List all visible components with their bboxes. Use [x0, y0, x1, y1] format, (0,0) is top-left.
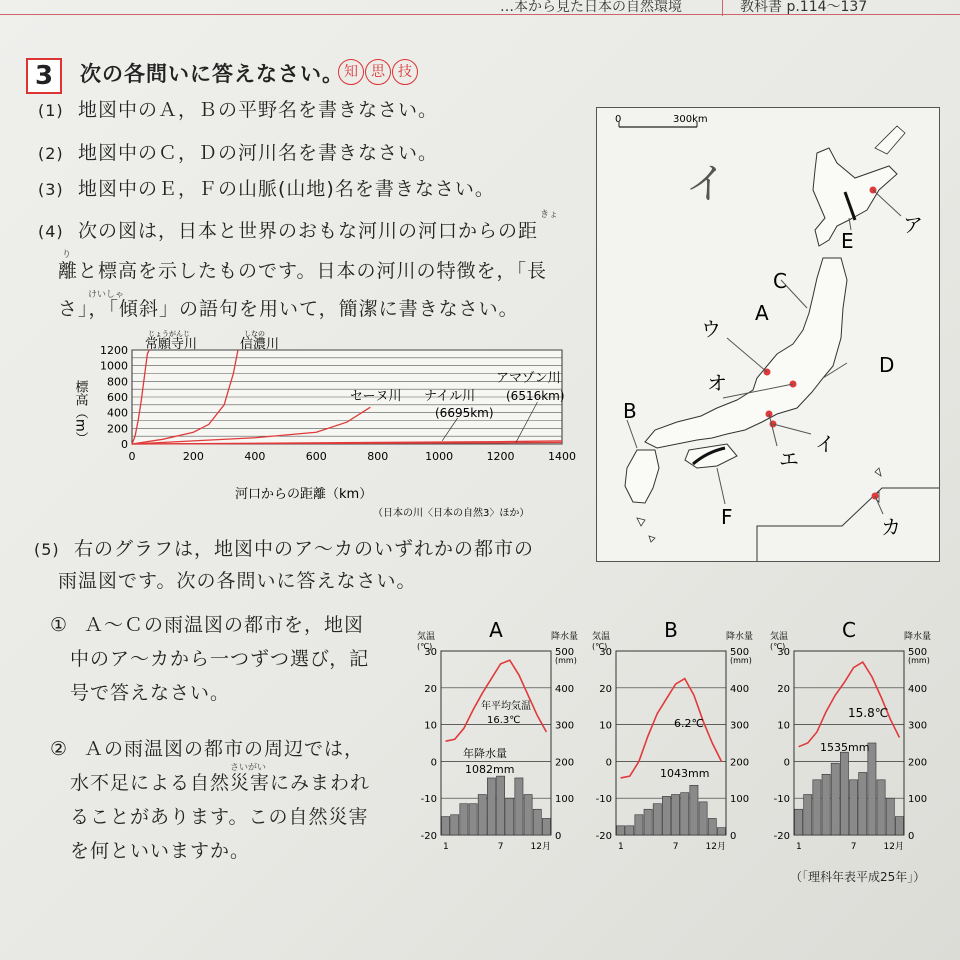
- circled-number: ②: [50, 738, 69, 760]
- temp-tick: 30: [777, 647, 790, 658]
- sub-question-1: [50, 608, 369, 710]
- river-note-amazon: (6516km): [506, 389, 565, 403]
- temp-axis-label: 気温: [770, 632, 789, 642]
- river-ytick: 200: [107, 422, 128, 436]
- temp-tick: 30: [599, 647, 612, 658]
- item-3: [38, 178, 495, 201]
- map-label-u: ウ: [701, 317, 721, 341]
- precip-bar: [877, 780, 885, 835]
- map-label-C: C: [773, 269, 787, 293]
- precip-axis-label: 降水量: [904, 632, 932, 642]
- badge-knowledge: 知: [338, 59, 364, 85]
- river-ruby-jouganji: じょうがんじ: [148, 330, 190, 338]
- item-number: (2): [38, 144, 64, 163]
- sub-2-line: Ａの雨温図の都市の周辺では，: [84, 738, 365, 760]
- month-label: 12月: [705, 842, 726, 852]
- river-xtick: 600: [305, 450, 327, 463]
- badge-thinking: 思: [365, 59, 391, 85]
- honshu-island: [645, 258, 847, 448]
- hokkaido-island: [813, 148, 897, 246]
- precip-bar: [644, 809, 652, 835]
- map-label-B: B: [623, 399, 637, 423]
- temp-tick: 0: [430, 757, 437, 769]
- temp-tick: -10: [595, 794, 612, 806]
- temp-axis-label: 気温: [417, 632, 436, 642]
- header-unit-title: …本から見た日本の自然環境: [500, 0, 682, 15]
- southern-islands: [637, 518, 655, 542]
- precip-tick: 200: [555, 757, 575, 769]
- temperature-line: [799, 662, 900, 747]
- temp-tick: 10: [599, 720, 612, 732]
- river-xtick: 1000: [425, 450, 454, 463]
- map-label-A: A: [755, 301, 769, 325]
- annual-precip-value: 1043mm: [660, 767, 710, 780]
- leader-line-a: [873, 190, 901, 216]
- river-ruby-shinano: しなの: [244, 330, 265, 338]
- map-label-D: D: [879, 353, 895, 377]
- precip-bar: [617, 826, 625, 835]
- map-label-a: ア: [903, 213, 923, 237]
- month-label: 1: [443, 842, 449, 852]
- precip-bar: [868, 743, 876, 835]
- river-chart-grid: [132, 350, 562, 444]
- inset-frame: [757, 488, 939, 561]
- precip-tick: 500: [730, 647, 750, 658]
- annual-temp-value: 16.3℃: [487, 715, 521, 726]
- header-textbook-pages: 教科書 p.114〜137: [740, 0, 868, 15]
- climate-chart-b: [590, 615, 760, 865]
- item-5-line2: 雨温図です。次の各問いに答えなさい。: [58, 570, 417, 592]
- river-ytick: 0: [121, 438, 128, 451]
- item-text: 地図中のＣ，Ｄの河川名を書きなさい。: [78, 142, 439, 164]
- temp-tick: 10: [777, 720, 790, 732]
- precip-tick: 100: [555, 794, 575, 806]
- precip-bar: [626, 826, 634, 835]
- shikoku-island: [685, 444, 737, 468]
- item-text: 地図中のＡ，Ｂの平野名を書きなさい。: [78, 99, 439, 121]
- temp-tick: 20: [599, 683, 612, 695]
- question-number: 3: [26, 58, 62, 94]
- precip-bar: [497, 776, 505, 835]
- temp-axis-label: 気温: [592, 632, 611, 642]
- item-number: (5): [34, 540, 60, 559]
- climate-chart-a: [415, 615, 585, 865]
- temp-tick: -10: [773, 794, 790, 806]
- map-label-F: F: [721, 505, 733, 529]
- annual-precip-value: 1082mm: [465, 763, 515, 776]
- precip-bar: [515, 778, 523, 835]
- river-ytick: 400: [107, 406, 128, 420]
- temp-tick: 20: [777, 683, 790, 695]
- badge-skill: 技: [392, 59, 418, 85]
- river-ytick: 600: [107, 391, 128, 404]
- annual-temp-label: 年平均気温: [481, 701, 531, 712]
- temp-tick: -20: [773, 831, 790, 842]
- map-label-e: エ: [779, 447, 799, 471]
- item-2: [38, 142, 438, 165]
- precip-axis-label: 降水量: [551, 632, 579, 642]
- precip-bar: [478, 795, 486, 835]
- annual-precip-value: 1535mm: [820, 741, 870, 754]
- leader-line-f: [717, 468, 725, 504]
- leader-line-e: [769, 414, 777, 446]
- temperature-line: [621, 679, 722, 778]
- precip-bar: [708, 818, 716, 835]
- item-4: [38, 220, 538, 243]
- precip-bar: [813, 780, 821, 835]
- river-profile-chart: [60, 330, 580, 520]
- temp-tick: 0: [605, 757, 612, 769]
- month-label: 12月: [883, 842, 904, 852]
- month-label: 1: [618, 842, 624, 852]
- precip-bar: [542, 818, 550, 835]
- ruby-keisha: けいしゃ: [88, 290, 125, 300]
- temp-unit: (℃): [770, 642, 786, 651]
- precip-bar: [460, 804, 468, 835]
- precip-bar: [442, 817, 450, 835]
- handwritten-mark: イ: [685, 159, 728, 208]
- kyushu-island: [625, 450, 659, 503]
- precip-tick: 300: [908, 720, 928, 732]
- annual-temp-value: 15.8℃: [848, 706, 889, 720]
- annual-precip-label: 年降水量: [463, 747, 507, 760]
- river-label-jouganji: 常願寺川: [145, 337, 198, 352]
- river-xtick: 1400: [548, 450, 576, 463]
- map-label-ka: カ: [881, 515, 901, 539]
- precip-tick: 400: [908, 683, 928, 695]
- precip-bar: [672, 795, 680, 835]
- river-label-amazon: アマゾン川: [496, 371, 561, 386]
- precip-unit: (mm): [555, 656, 577, 665]
- river-label-nile: ナイル川: [424, 389, 476, 404]
- precip-unit: (mm): [730, 656, 752, 665]
- river-label-shinano: 信濃川: [240, 337, 280, 352]
- precip-bar: [850, 780, 858, 835]
- precip-axis-label: 降水量: [726, 632, 754, 642]
- temp-unit: (℃): [417, 642, 433, 651]
- climate-chart-title: B: [664, 618, 678, 642]
- precip-bar: [487, 778, 495, 835]
- climate-source: （「理科年表平成25年」）: [790, 870, 926, 884]
- japan-map: [596, 107, 940, 562]
- precip-bar: [524, 795, 532, 835]
- river-ytick: 1200: [100, 344, 128, 357]
- precip-bar: [717, 828, 725, 835]
- precip-bar: [831, 763, 839, 835]
- sub-1-line: Ａ〜Ｃの雨温図の都市を，地図: [84, 614, 365, 636]
- river-xlabel: 河口からの距離（km）: [235, 487, 373, 502]
- sub-question-2: [50, 732, 370, 868]
- precip-bar: [533, 809, 541, 835]
- ruby-ri: り: [62, 250, 72, 260]
- climate-chart-title: A: [489, 618, 503, 642]
- precip-tick: 0: [555, 831, 562, 842]
- sub-2-line: を何といいますか。: [70, 840, 251, 862]
- precip-bar: [681, 793, 689, 835]
- item-text: 地図中のＥ，Ｆの山脈(山地)名を書きなさい。: [78, 178, 495, 200]
- map-scale-km: 300km: [673, 114, 708, 125]
- river-ytick: 1000: [100, 359, 128, 373]
- leader-line-b: [627, 420, 637, 448]
- river-xtick: 800: [367, 450, 389, 463]
- river-ytick: 800: [107, 375, 128, 389]
- precip-bar: [635, 815, 643, 835]
- temp-unit: (℃): [592, 642, 608, 651]
- map-label-i: イ: [815, 432, 835, 456]
- item-5: [34, 538, 534, 561]
- precip-tick: 100: [730, 794, 750, 806]
- sub-1-line: 号で答えなさい。: [70, 682, 231, 704]
- item-number: (3): [38, 180, 64, 199]
- temp-tick: 30: [424, 647, 437, 658]
- precip-bar: [895, 817, 903, 835]
- precip-bar: [469, 804, 477, 835]
- kurile-islands: [875, 126, 905, 154]
- temp-tick: -20: [420, 831, 437, 842]
- header-divider: [722, 0, 723, 16]
- river-xtick: 400: [244, 450, 266, 463]
- leader-line-i: [773, 424, 811, 434]
- skill-badges: [338, 59, 418, 85]
- climate-plot-frame: [616, 651, 726, 835]
- month-label: 7: [497, 842, 504, 852]
- precip-bar: [451, 815, 459, 835]
- precip-bar: [795, 809, 803, 835]
- precip-tick: 500: [908, 647, 928, 658]
- river-label-seine: セーヌ川: [350, 389, 402, 404]
- ruby-kyo: きょ: [540, 210, 559, 220]
- leader-line-u: [727, 338, 767, 372]
- item-number: (1): [38, 101, 64, 120]
- item-text: 右のグラフは，地図中のア〜カのいずれかの都市の: [74, 538, 535, 560]
- precip-tick: 200: [908, 757, 928, 769]
- month-label: 1: [796, 842, 802, 852]
- precip-bar: [506, 798, 514, 835]
- month-label: 7: [850, 842, 857, 852]
- map-label-o: オ: [707, 371, 727, 395]
- precip-tick: 200: [730, 757, 750, 769]
- temp-tick: 20: [424, 683, 437, 695]
- precip-bar: [804, 795, 812, 835]
- precip-tick: 300: [730, 720, 750, 732]
- item-number: (4): [38, 222, 64, 241]
- header-strip: [0, 0, 960, 15]
- river-source: （日本の川〈日本の自然3〉ほか）: [373, 508, 530, 519]
- precip-tick: 300: [555, 720, 575, 732]
- circled-number: ①: [50, 614, 69, 636]
- precip-bar: [859, 772, 867, 835]
- month-label: 12月: [530, 842, 551, 852]
- item-4-line2: 離と標高を示したものです。日本の河川の特徴を，「長: [58, 260, 547, 282]
- question-title: 次の各問いに答えなさい。: [80, 62, 344, 86]
- precip-unit: (mm): [908, 656, 930, 665]
- precip-tick: 0: [908, 831, 915, 842]
- item-4-line3: さ」，「傾斜」の語句を用いて，簡潔に書きなさい。: [58, 298, 519, 320]
- sub-2-line: ることがあります。この自然災害: [70, 806, 369, 828]
- item-text: 次の図は，日本と世界のおもな河川の河口からの距: [78, 220, 539, 242]
- precip-tick: 400: [555, 683, 575, 695]
- precip-tick: 400: [730, 683, 750, 695]
- precip-bar: [690, 785, 698, 835]
- temp-tick: -20: [595, 831, 612, 842]
- river-note-nile: (6695km): [435, 406, 494, 420]
- sub-2-line: 水不足による自然災害にみまわれ: [70, 772, 371, 794]
- precip-bar: [886, 798, 894, 835]
- annual-temp-value: 6.2℃: [674, 717, 704, 730]
- river-xtick: 1200: [486, 450, 515, 463]
- precip-bar: [699, 802, 707, 835]
- climate-chart-title: C: [842, 618, 856, 642]
- map-label-E: E: [841, 229, 854, 253]
- precip-bar: [822, 774, 830, 835]
- river-ylabel: 標高（m）: [72, 380, 88, 445]
- sub-1-line: 中のア〜カから一つずつ選び，記: [70, 648, 370, 670]
- precip-tick: 100: [908, 794, 928, 806]
- precip-bar: [662, 796, 670, 835]
- temp-tick: 10: [424, 720, 437, 732]
- temp-tick: -10: [420, 794, 437, 806]
- precip-tick: 500: [555, 647, 575, 658]
- precip-tick: 0: [730, 831, 737, 842]
- precip-bar: [653, 804, 661, 835]
- climate-plot-frame: [441, 651, 551, 835]
- month-label: 7: [672, 842, 679, 852]
- precip-bar: [840, 752, 848, 835]
- map-scale-zero: 0: [615, 114, 622, 125]
- temp-tick: 0: [783, 757, 790, 769]
- climate-chart-c: [768, 615, 938, 865]
- ruby-saigai: さいがい: [230, 763, 267, 773]
- river-xtick: 200: [182, 450, 204, 463]
- item-1: [38, 99, 438, 122]
- river-xtick: 0: [128, 450, 136, 463]
